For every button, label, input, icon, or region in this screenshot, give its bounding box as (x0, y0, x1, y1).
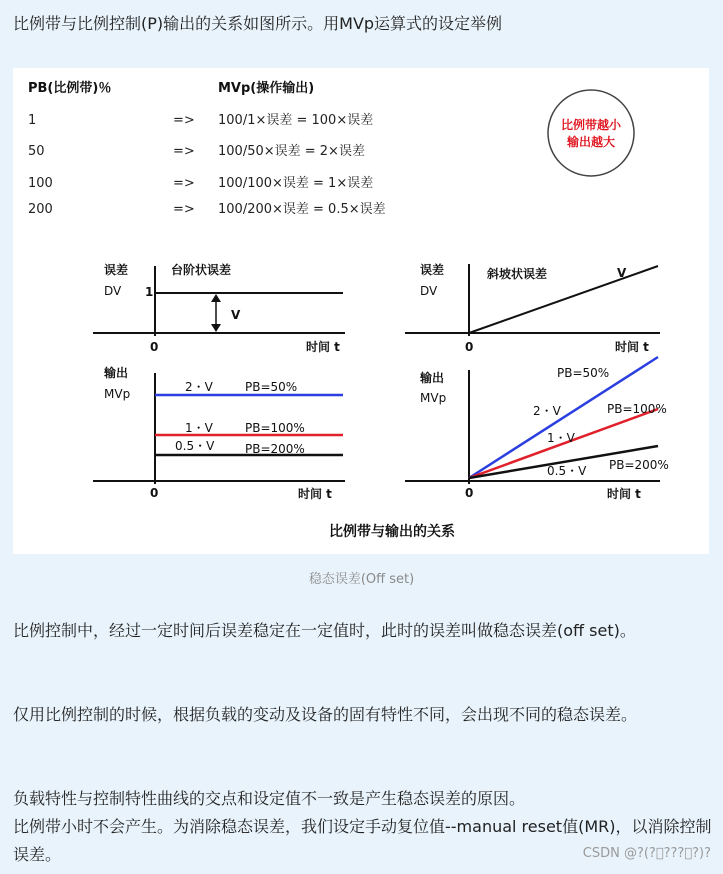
left-pb-label: PB=50% (245, 380, 298, 394)
left-origin-top: 0 (150, 340, 159, 354)
left-one-label: 1 (145, 285, 154, 299)
left-v-label: V (231, 308, 241, 322)
note-line1: 比例带越小 (560, 118, 622, 132)
row-pb: 200 (28, 202, 53, 217)
right-dv-label: DV (420, 284, 438, 298)
left-time-bottom: 时间 t (298, 487, 332, 501)
right-pb-label: PB=100% (607, 402, 667, 416)
left-top-chart (93, 262, 345, 354)
left-gain-label: 1・V (185, 421, 213, 435)
right-gain-label: 1・V (547, 431, 575, 445)
row-formula: 100/1×误差 = 100×误差 (218, 113, 374, 128)
row-formula: 100/50×误差 = 2×误差 (218, 144, 365, 159)
right-top-chart (405, 262, 660, 354)
left-time-top: 时间 t (306, 340, 340, 354)
paragraph-load-variation: 仅用比例控制的时候，根据负载的变动及设备的固有特性不同，会出现不同的稳态误差。 (13, 705, 638, 724)
left-title: 台阶状误差 (171, 263, 232, 277)
diagram-svg (13, 68, 709, 554)
row-pb: 100 (28, 176, 53, 191)
table-header-pb: PB(比例带)％ (28, 81, 112, 96)
right-bottom-chart (405, 357, 669, 501)
left-pb-label: PB=100% (245, 421, 305, 435)
intro-text: 比例带与比例控制(P)输出的关系如图所示。用MVp运算式的设定举例 (13, 14, 503, 33)
row-arrow: => (173, 202, 195, 217)
right-mvp-label: MVp (420, 391, 447, 405)
row-formula: 100/200×误差 = 0.5×误差 (218, 202, 386, 217)
row-pb: 50 (28, 144, 45, 159)
figure-caption: 比例带与输出的关系 (329, 524, 455, 540)
note-line2: 输出越大 (566, 135, 616, 149)
row-arrow: => (173, 113, 195, 128)
left-origin-bottom: 0 (150, 486, 159, 500)
right-time-top: 时间 t (615, 340, 649, 354)
right-pb-label: PB=200% (609, 458, 669, 472)
right-gain-label: 0.5・V (547, 464, 587, 478)
right-pb-label: PB=50% (557, 366, 610, 380)
csdn-watermark: CSDN @?(?⃝???⃝?)? (582, 846, 711, 861)
right-gain-label: 2・V (533, 404, 561, 418)
row-arrow: => (173, 176, 195, 191)
right-origin-top: 0 (465, 340, 474, 354)
row-pb: 1 (28, 113, 37, 128)
diagram-figure (13, 68, 709, 554)
left-error-label: 误差 (104, 263, 129, 277)
left-bottom-chart (93, 365, 345, 501)
right-v-label: V (617, 266, 627, 280)
right-error-label: 误差 (420, 263, 445, 277)
right-origin-bottom: 0 (465, 486, 474, 500)
left-pb-label: PB=200% (245, 442, 305, 456)
paragraph-offset-definition: 比例控制中，经过一定时间后误差稳定在一定值时，此时的误差叫做稳态误差(off set)。 (13, 621, 636, 640)
right-title: 斜坡状误差 (487, 267, 548, 281)
paragraph-manual-reset: 比例带小时不会产生。为消除稳态误差，我们设定手动复位值--manual reset值(MR)，以消除控制误差。 (13, 817, 712, 864)
row-formula: 100/100×误差 = 1×误差 (218, 176, 374, 191)
paragraph-cause: 负载特性与控制特性曲线的交点和设定值不一致是产生稳态误差的原因。 (13, 789, 526, 808)
left-dv-label: DV (104, 284, 122, 298)
left-mvp-label: MVp (104, 387, 131, 401)
image-caption: 稳态误差(Off set) (308, 572, 415, 587)
right-time-bottom: 时间 t (607, 487, 641, 501)
row-arrow: => (173, 144, 195, 159)
table-header-mv: MVp(操作输出) (218, 81, 315, 96)
note-circle (548, 90, 634, 176)
left-output-label: 输出 (104, 366, 129, 380)
left-gain-label: 2・V (185, 380, 213, 394)
left-gain-label: 0.5・V (175, 439, 215, 453)
right-output-label: 输出 (420, 371, 445, 385)
